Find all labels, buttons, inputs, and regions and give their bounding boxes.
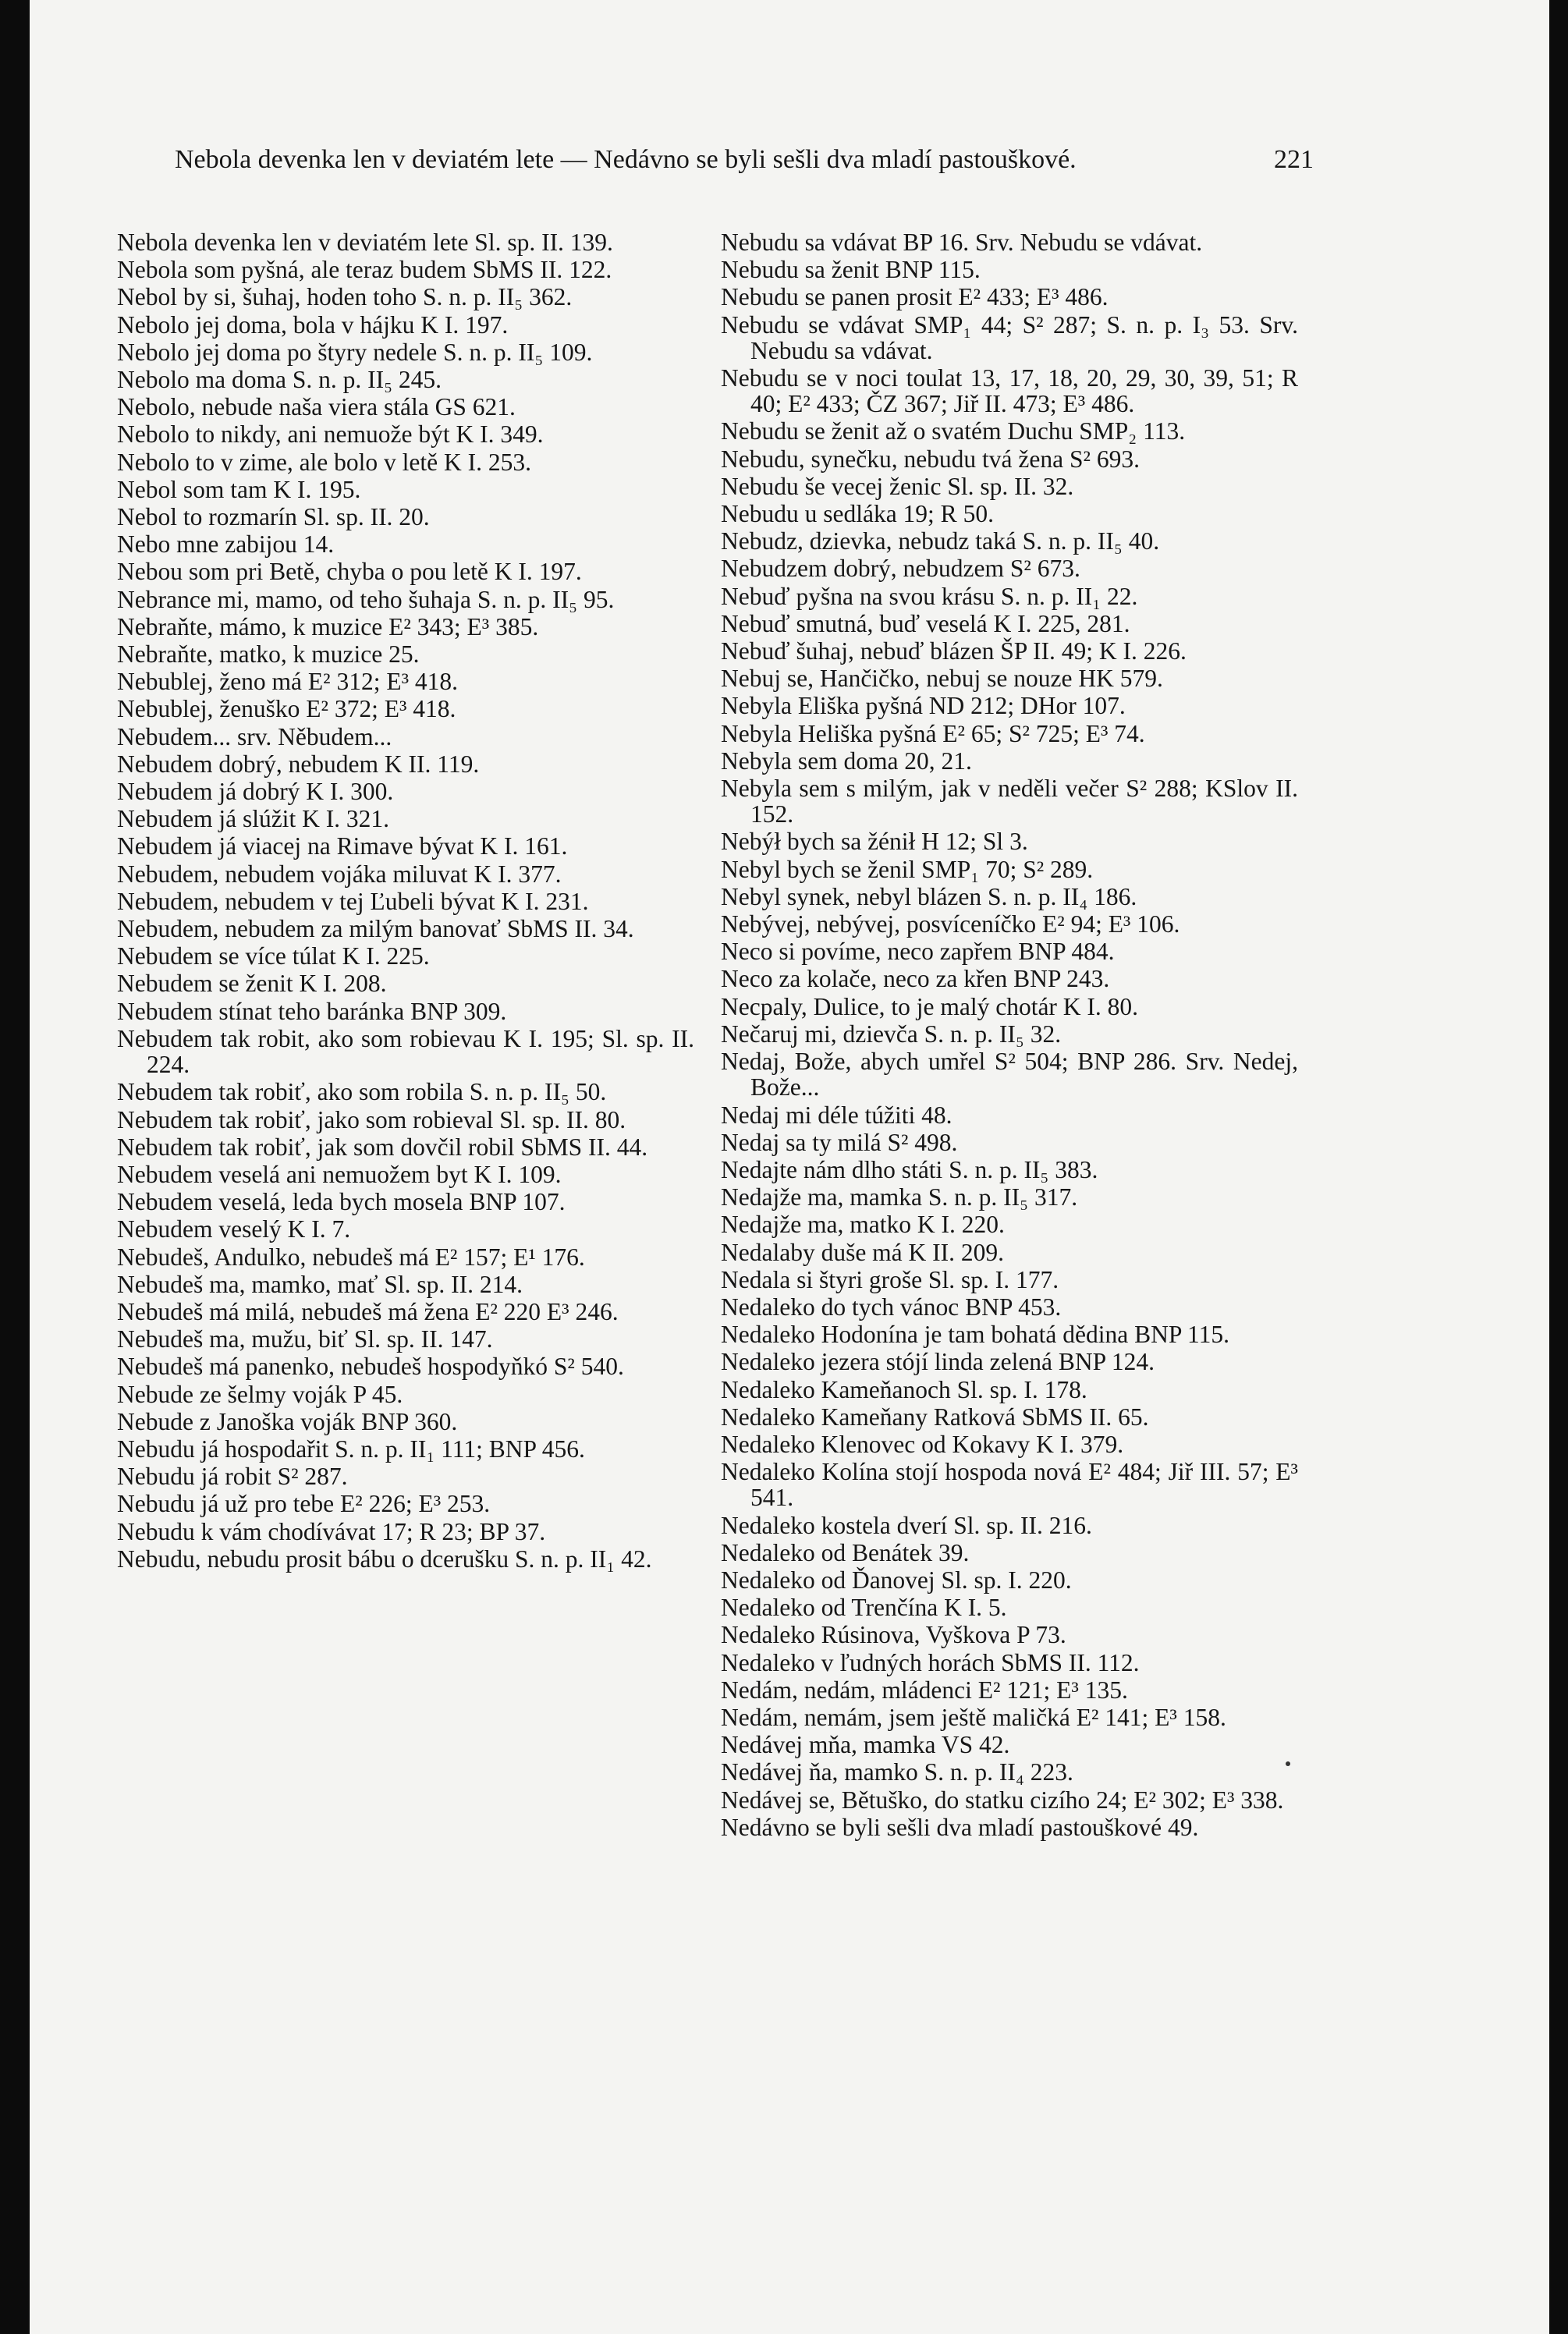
index-entry: Nebublej, ženo má E² 312; E³ 418. — [117, 668, 459, 696]
index-entry: Nebudu u sedláka 19; R 50. — [721, 500, 994, 528]
index-entry: Nebudu já hospodařit S. n. p. II₁ 111; BNP 456. — [117, 1435, 585, 1463]
index-entry: Nebudz, dzievka, nebudz taká S. n. p. II₅ 40. — [721, 527, 1160, 555]
index-entry: Nebol by si, šuhaj, hoden toho S. n. p. II₅ 362. — [117, 283, 573, 311]
index-entry: Nedaleko od Trenčína K I. 5. — [721, 1594, 1007, 1622]
index-entry: Nebudeš má panenko, nebudeš hospodyňkó S² 540. — [117, 1353, 624, 1381]
right-column — [721, 229, 1298, 1842]
index-entry: Nebudem tak robiť, jak som dovčil robil SbMS II. 44. — [117, 1133, 648, 1161]
index-entry: Nebyla Eliška pyšná ND 212; DHor 107. — [721, 692, 1126, 720]
index-entry: Nebudem dobrý, nebudem K II. 119. — [117, 750, 480, 778]
index-entry: Nebuď smutná, buď veselá K I. 225, 281. — [721, 609, 1130, 637]
index-entry: Nebudeš má milá, nebudeš má žena E² 220 E³ 246. — [117, 1297, 619, 1325]
index-entry: Nebudem... srv. Něbudem... — [117, 722, 392, 750]
index-entry: Nedajže ma, mamka S. n. p. II₅ 317. — [721, 1183, 1078, 1211]
index-entry: Nedaj mi déle túžiti 48. — [721, 1101, 953, 1129]
left-column — [117, 229, 694, 1573]
index-entry: Nebyla sem doma 20, 21. — [721, 747, 972, 775]
index-entry: Nebyl synek, nebyl blázen S. n. p. II₄ 186. — [721, 882, 1137, 910]
index-entry: Nebolo jej doma po štyry nedele S. n. p. II₅ 109. — [117, 338, 593, 366]
index-entry: Nečaruj mi, dzievča S. n. p. II₅ 32. — [721, 1020, 1062, 1048]
index-entry: Nebol som tam K I. 195. — [117, 475, 361, 503]
index-entry: Nebolo to v zime, ale bolo v letě K I. 253. — [117, 448, 531, 476]
index-entry: Nebudem, nebudem v tej Ľubeli bývat K I. 231. — [117, 887, 589, 915]
index-entry: Nedalaby duše má K II. 209. — [721, 1238, 1005, 1266]
index-entry: Necpaly, Dulice, to je malý chotár K I. 80. — [721, 992, 1139, 1020]
index-entry: Nebudem tak robiť, jako som robieval Sl. sp. II. 80. — [117, 1105, 626, 1133]
index-entry: Nedávej ňa, mamko S. n. p. II₄ 223. — [721, 1758, 1073, 1786]
index-entry: Nebudem, nebudem vojáka miluvat K I. 377. — [117, 860, 562, 888]
index-entry: Nebyla sem s milým, jak v neděli večer S² 288; KSlov II. 152. — [721, 775, 1298, 828]
index-entry: Nebýł bych sa žénił H 12; Sl 3. — [721, 828, 1028, 856]
index-entry: Nebola som pyšná, ale teraz budem SbMS II. 122. — [117, 256, 612, 284]
index-entry: Nebublej, ženuško E² 372; E³ 418. — [117, 695, 456, 723]
index-entry: Nebudzem dobrý, nebudzem S² 673. — [721, 555, 1080, 583]
index-entry: Nebudem já viacej na Rimave bývat K I. 161. — [117, 832, 568, 860]
index-entry: Nedajte nám dlho státi S. n. p. II₅ 383. — [721, 1155, 1098, 1183]
index-entry: Nebolo, nebude naša viera stála GS 621. — [117, 393, 516, 421]
index-entry: Nebol to rozmarín Sl. sp. II. 20. — [117, 503, 430, 531]
index-entry: Nedaj sa ty milá S² 498. — [721, 1128, 958, 1156]
index-entry: Nebyl bych se ženil SMP₁ 70; S² 289. — [721, 855, 1094, 883]
index-entry: Nebudem já slúžit K I. 321. — [117, 805, 390, 833]
index-entry: Neco si povíme, neco zapřem BNP 484. — [721, 938, 1115, 966]
index-entry: Nebudu, nebudu prosit bábu o dcerušku S. n. p. II₁ 42. — [117, 1545, 652, 1573]
header-title: Nebola devenka len v deviatém lete — Nedávno se byli sešli dva mladí pastouškové. — [175, 145, 1077, 174]
index-entry: Nebudem tak robit, ako som robievau K I. 195; Sl. sp. II. 224. — [117, 1024, 694, 1079]
index-entry: Nebuj se, Hančičko, nebuj se nouze HK 579. — [721, 665, 1163, 693]
index-entry: Nebude z Janoška voják BNP 360. — [117, 1407, 458, 1435]
index-entry: Nebudeš ma, mužu, biť Sl. sp. II. 147. — [117, 1325, 493, 1353]
index-entry: Nebou som pri Betě, chyba o pou letě K I. 197. — [117, 558, 582, 586]
index-entry: Nedaleko Kolína stojí hospoda nová E² 484; Jiř III. 57; E³ 541. — [721, 1458, 1298, 1512]
index-entry: Nedaleko do tych vánoc BNP 453. — [721, 1293, 1062, 1321]
index-entry: Nedám, nedám, mládenci E² 121; E³ 135. — [721, 1676, 1128, 1704]
index-entry: Nebuď pyšna na svou krásu S. n. p. II₁ 22. — [721, 582, 1138, 610]
index-entry: Nebraňte, matko, k muzice 25. — [117, 640, 420, 669]
index-entry: Nebudem, nebudem za milým banovať SbMS II. 34. — [117, 915, 634, 943]
index-entry: Nebolo jej doma, bola v hájku K I. 197. — [117, 310, 509, 339]
scan-speck — [1286, 1761, 1290, 1766]
index-entry: Nebrance mi, mamo, od teho šuhaja S. n. p. II₅ 95. — [117, 585, 615, 613]
index-entry: Nebudem stínat teho baránka BNP 309. — [117, 997, 507, 1025]
index-entry: Nedaleko Hodonína je tam bohatá dědina BNP 115. — [721, 1321, 1230, 1349]
index-entry: Nebudeš, Andulko, nebudeš má E² 157; E¹ 176. — [117, 1243, 585, 1271]
index-entry: Nebuď šuhaj, nebuď blázen ŠP II. 49; K I. 226. — [721, 637, 1187, 665]
index-entry: Nedajže ma, matko K I. 220. — [721, 1211, 1005, 1239]
page-number: 221 — [1274, 145, 1314, 174]
index-entry: Nebudem veselá, leda bych mosela BNP 107. — [117, 1188, 566, 1216]
index-entry: Nedaleko Rúsinova, Vyškova P 73. — [721, 1621, 1066, 1649]
index-entry: Nebudu k vám chodívávat 17; R 23; BP 37. — [117, 1517, 546, 1545]
index-entry: Nebudem já dobrý K I. 300. — [117, 778, 394, 806]
index-entry: Nebola devenka len v deviatém lete Sl. sp. II. 139. — [117, 229, 613, 256]
index-entry: Nebolo ma doma S. n. p. II₅ 245. — [117, 366, 442, 394]
index-entry: Nedám, nemám, jsem ještě maličká E² 141; E³ 158. — [721, 1703, 1226, 1731]
index-entry: Nebudem veselý K I. 7. — [117, 1215, 351, 1243]
index-entry: Nebolo to nikdy, ani nemuože být K I. 349. — [117, 420, 544, 449]
book-page — [30, 0, 1549, 2334]
index-entry: Nebude ze šelmy voják P 45. — [117, 1380, 403, 1408]
index-entry: Nebývej, nebývej, posvíceníčko E² 94; E³ 106. — [721, 910, 1180, 938]
index-entry: Nebudem tak robiť, ako som robila S. n. p. II₅ 50. — [117, 1078, 607, 1106]
index-entry: Nedala si štyri groše Sl. sp. I. 177. — [721, 1265, 1059, 1293]
index-entry: Nedaleko v ľudných horách SbMS II. 112. — [721, 1648, 1140, 1676]
index-entry: Nebudu sa vdávat BP 16. Srv. Nebudu se vdávat. — [721, 229, 1203, 256]
index-entry: Nebo mne zabijou 14. — [117, 530, 335, 559]
index-entry: Nebudu sa ženit BNP 115. — [721, 256, 981, 284]
index-entry: Neco za kolače, neco za křen BNP 243. — [721, 965, 1110, 993]
index-entry: Nedaleko Klenovec od Kokavy K I. 379. — [721, 1430, 1124, 1458]
index-entry: Nedaleko jezera stójí linda zelená BNP 124. — [721, 1348, 1155, 1376]
index-entry: Nebudu, synečku, nebudu tvá žena S² 693. — [721, 445, 1140, 473]
index-entry: Nebudem se ženit K I. 208. — [117, 970, 387, 998]
index-entry: Nebudu já robit S² 287. — [117, 1463, 348, 1491]
index-entry: Nedaleko Kameňanoch Sl. sp. I. 178. — [721, 1375, 1087, 1403]
index-entry: Nebudu se vdávat SMP₁ 44; S² 287; S. n. p. I₃ 53. Srv. Nebudu sa vdávat. — [721, 310, 1298, 364]
index-entry: Nebudu já už pro tebe E² 226; E³ 253. — [117, 1490, 491, 1518]
index-entry: Nebraňte, mámo, k muzice E² 343; E³ 385. — [117, 612, 539, 640]
index-entry: Nebudu se v noci toulat 13, 17, 18, 20, 29, 30, 39, 51; R 40; E² 433; ČZ 367; Jiř II. 473; E³ 486. — [721, 364, 1298, 418]
index-entry: Nebudem veselá ani nemuožem byt K I. 109. — [117, 1160, 562, 1188]
index-entry: Nedaleko Kameňany Ratková SbMS II. 65. — [721, 1403, 1149, 1431]
running-header — [175, 140, 1314, 179]
index-entry: Nebudu še vecej ženic Sl. sp. II. 32. — [721, 472, 1074, 500]
index-entry: Nebudu se panen prosit E² 433; E³ 486. — [721, 283, 1109, 311]
index-entry: Nedávej se, Bětuško, do statku cizího 24; E² 302; E³ 338. — [721, 1786, 1284, 1814]
index-entry: Nedávej mňa, mamka VS 42. — [721, 1731, 1010, 1759]
index-entry: Nedávno se byli sešli dva mladí pastouškové 49. — [721, 1813, 1199, 1841]
index-entry: Nedaleko od Ďanovej Sl. sp. I. 220. — [721, 1566, 1072, 1594]
index-entry: Nedaj, Bože, abych umřel S² 504; BNP 286. Srv. Nedej, Bože... — [721, 1048, 1298, 1101]
index-entry: Nebyla Heliška pyšná E² 65; S² 725; E³ 74. — [721, 719, 1145, 747]
index-entry: Nedaleko kostela dverí Sl. sp. II. 216. — [721, 1511, 1092, 1539]
index-entry: Nebudem se více túlat K I. 225. — [117, 942, 430, 970]
index-entry: Nedaleko od Benátek 39. — [721, 1538, 970, 1566]
index-entry: Nebudu se ženit až o svatém Duchu SMP₂ 113. — [721, 417, 1186, 445]
index-entry: Nebudeš ma, mamko, mať Sl. sp. II. 214. — [117, 1270, 523, 1298]
